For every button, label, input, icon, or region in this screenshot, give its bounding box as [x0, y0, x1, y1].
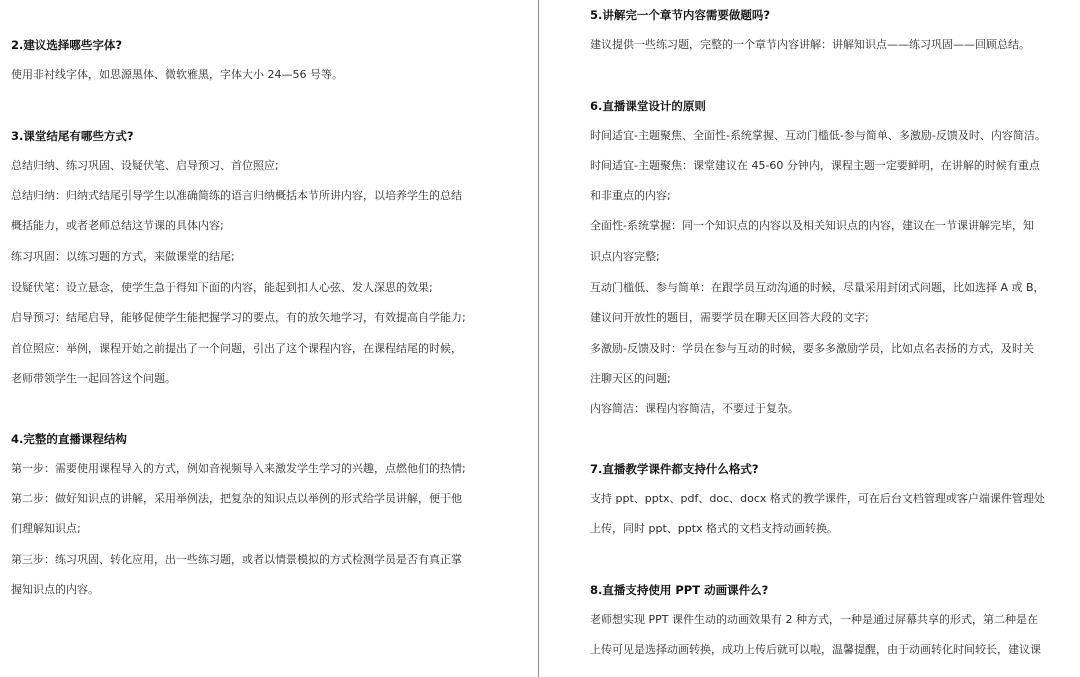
paragraph-line: 内容简洁：课程内容简洁，不要过于复杂。 — [590, 402, 799, 415]
paragraph-line: 启导预习：结尾启导，能够促使学生能把握学习的要点，有的放矢地学习，有效提高自学能力; — [11, 311, 466, 324]
paragraph-line: 老师想实现 PPT 课件生动的动画效果有 2 种方式，一种是通过屏幕共享的形式，第二种是在 — [590, 613, 1038, 626]
paragraph-line: 识点内容完整; — [590, 250, 660, 263]
paragraph-line: 第三步：练习巩固、转化应用，出一些练习题，或者以情景模拟的方式检测学员是否有真正掌 — [11, 553, 462, 566]
section-heading-design-principles: 6.直播课堂设计的原则 — [590, 99, 706, 113]
paragraph-line: 支持 ppt、pptx、pdf、doc、docx 格式的教学课件，可在后台文档管理或客户端课件管理处 — [590, 492, 1045, 505]
paragraph-line: 注聊天区的问题; — [590, 372, 671, 385]
paragraph-line: 使用非衬线字体，如思源黑体、微软雅黑，字体大小 24—56 号等。 — [11, 68, 343, 81]
paragraph-line: 和非重点的内容; — [590, 189, 671, 202]
paragraph-line: 互动门槛低、参与简单：在跟学员互动沟通的时候，尽量采用封闭式问题，比如选择 A 或 B， — [590, 281, 1045, 294]
section-heading-course-structure: 4.完整的直播课程结构 — [11, 432, 127, 446]
section-heading-ppt-animation: 8.直播支持使用 PPT 动画课件么? — [590, 583, 769, 597]
paragraph-line: 时间适宜-主题聚焦、全面性-系统掌握、互动门槛低-参与简单、多激励-反馈及时、内容简洁。 — [590, 129, 1046, 142]
paragraph-line: 总结归纳、练习巩固、设疑伏笔、启导预习、首位照应; — [11, 159, 279, 172]
paragraph-line: 练习巩固：以练习题的方式，来做课堂的结尾; — [11, 250, 235, 263]
paragraph-line: 时间适宜-主题聚焦：课堂建议在 45-60 分钟内，课程主题一定要鲜明，在讲解的时候有重点 — [590, 159, 1040, 172]
paragraph-line: 全面性-系统掌握：同一个知识点的内容以及相关知识点的内容，建议在一节课讲解完毕，知 — [590, 219, 1034, 232]
paragraph-line: 上传，同时 ppt、pptx 格式的文档支持动画转换。 — [590, 522, 839, 535]
paragraph-line: 上传可见是选择动画转换，成功上传后就可以啦，温馨提醒，由于动画转化时间较长，建议课 — [590, 643, 1041, 656]
paragraph-line: 设疑伏笔：设立悬念，使学生急于得知下面的内容，能起到扣人心弦、发人深思的效果; — [11, 281, 433, 294]
paragraph-line: 第一步：需要使用课程导入的方式，例如音视频导入来激发学生学习的兴趣，点燃他们的热情; — [11, 462, 466, 475]
section-heading-class-ending: 3.课堂结尾有哪些方式? — [11, 129, 134, 143]
paragraph-line: 建议提供一些练习题，完整的一个章节内容讲解：讲解知识点——练习巩固——回顾总结。 — [590, 38, 1030, 51]
paragraph-line: 概括能力，或者老师总结这节课的具体内容; — [11, 219, 224, 232]
section-heading-fonts: 2.建议选择哪些字体? — [11, 38, 123, 52]
column-divider — [538, 0, 539, 677]
paragraph-line: 握知识点的内容。 — [11, 583, 99, 596]
paragraph-line: 建议问开放性的题目，需要学员在聊天区回答大段的文字; — [590, 311, 869, 324]
paragraph-line: 总结归纳：归纳式结尾引导学生以准确简练的语言归纳概括本节所讲内容，以培养学生的总结 — [11, 189, 462, 202]
paragraph-line: 老师带领学生一起回答这个问题。 — [11, 372, 176, 385]
paragraph-line: 们理解知识点; — [11, 522, 81, 535]
paragraph-line: 多激励-反馈及时：学员在参与互动的时候，要多多激励学员，比如点名表扬的方式，及时关 — [590, 342, 1034, 355]
paragraph-line: 第二步：做好知识点的讲解，采用举例法，把复杂的知识点以举例的形式给学员讲解，便于他 — [11, 492, 462, 505]
section-heading-exercises: 5.讲解完一个章节内容需要做题吗? — [590, 8, 771, 22]
section-heading-file-formats: 7.直播教学课件都支持什么格式? — [590, 462, 759, 476]
paragraph-line: 首位照应：举例，课程开始之前提出了一个问题，引出了这个课程内容，在课程结尾的时候， — [11, 342, 462, 355]
